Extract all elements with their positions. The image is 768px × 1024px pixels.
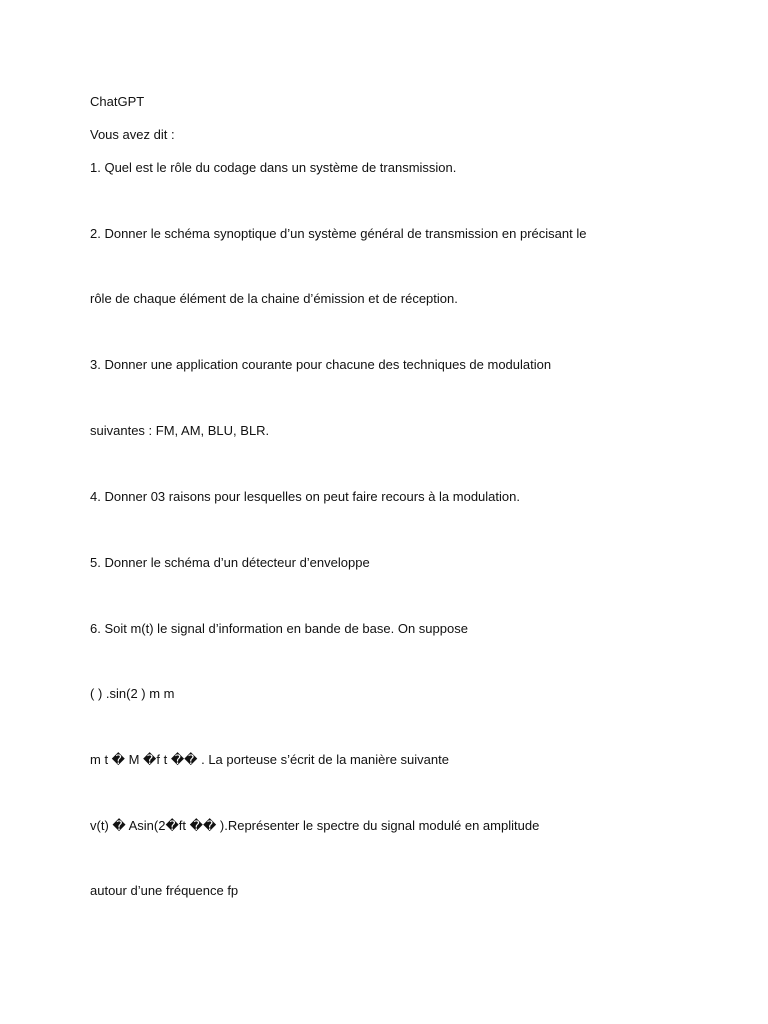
question-4: 4. Donner 03 raisons pour lesquelles on peut faire recours à la modulation. — [90, 489, 520, 504]
question-6-line-last: autour d’une fréquence fp — [90, 883, 239, 898]
question-6-formula-1: ( ) .sin(2 ) m m — [90, 686, 175, 701]
question-6-line-1: 6. Soit m(t) le signal d’information en bande de base. On suppose — [90, 621, 468, 636]
doc-you-said-label: Vous avez dit : — [90, 127, 175, 142]
question-1: 1. Quel est le rôle du codage dans un système de transmission. — [90, 160, 457, 175]
question-6-formula-3: v(t) � Asin(2�ft �� ).Représenter le spectre du signal modulé en amplitude — [90, 818, 540, 833]
question-3-line-1: 3. Donner une application courante pour chacune des techniques de modulation — [90, 357, 552, 372]
question-5: 5. Donner le schéma d’un détecteur d’enveloppe — [90, 555, 370, 570]
question-2-line-2: rôle de chaque élément de la chaine d’émission et de réception. — [90, 291, 458, 306]
question-3-line-2: suivantes : FM, AM, BLU, BLR. — [90, 423, 270, 438]
question-6-formula-2: m t � M �f t �� . La porteuse s’écrit de la manière suivante — [90, 752, 449, 767]
question-2-line-1: 2. Donner le schéma synoptique d’un système général de transmission en précisant le — [90, 226, 587, 241]
doc-source-label: ChatGPT — [90, 94, 145, 109]
